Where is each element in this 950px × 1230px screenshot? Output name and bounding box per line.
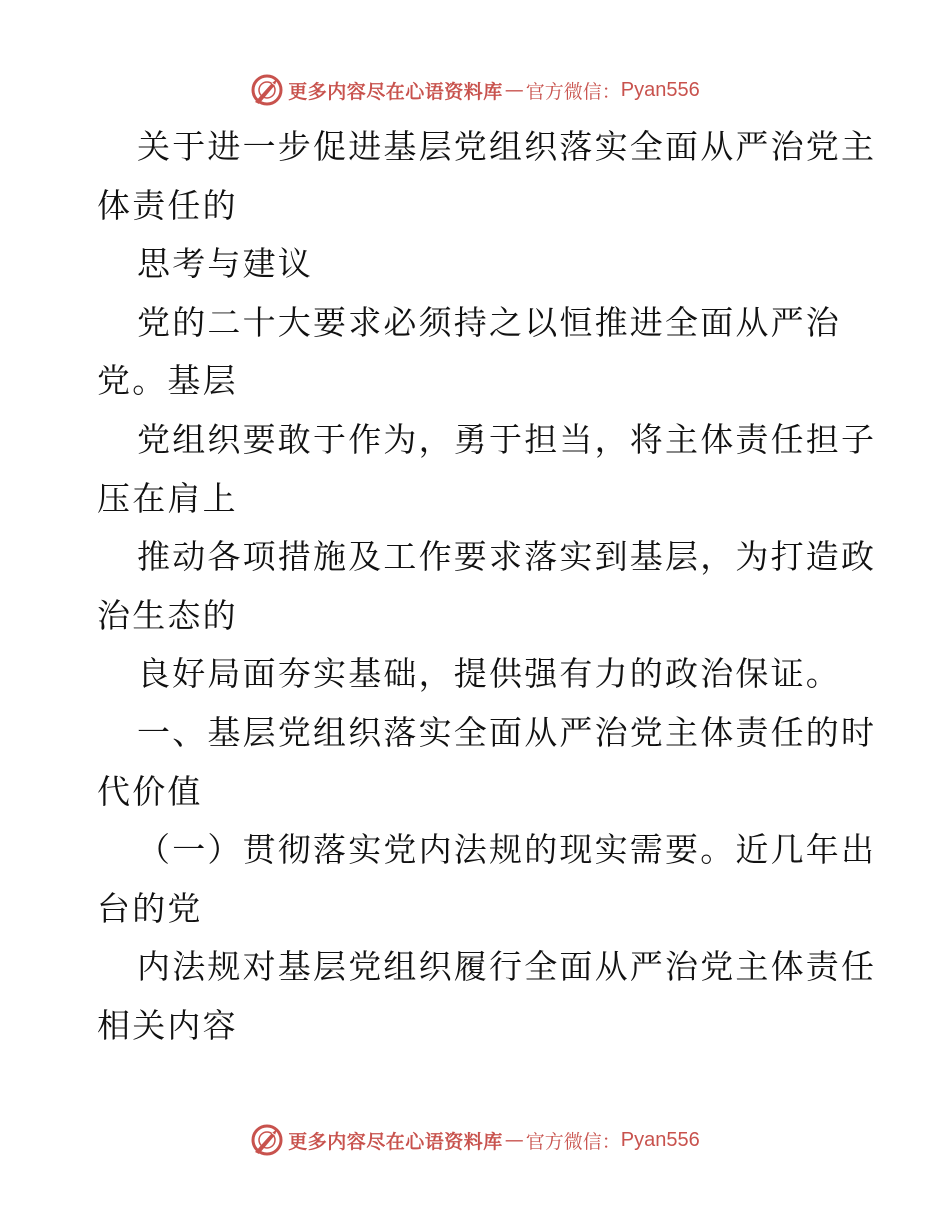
text-line: 推动各项措施及工作要求落实到基层，为打造政	[137, 537, 877, 577]
banner-separator: —	[504, 1129, 524, 1151]
banner-wechat-label: 官方微信：	[525, 1130, 621, 1153]
text-line: 党组织要敢于作为，勇于担当，将主体责任担子	[137, 419, 877, 459]
header-banner	[0, 70, 950, 110]
document-body	[97, 118, 877, 1056]
banner-text: 更多内容尽在心语资料库	[288, 80, 503, 103]
banner-separator: —	[504, 79, 524, 101]
text-line: （一）贯彻落实党内法规的现实需要。近几年出	[137, 830, 877, 870]
text-line: 体责任的	[97, 185, 238, 225]
pen-nib-logo-icon	[250, 73, 284, 107]
text-line: 内法规对基层党组织履行全面从严治党主体责任	[137, 947, 877, 987]
text-line: 相关内容	[97, 1005, 238, 1045]
text-line: 良好局面夯实基础，提供强有力的政治保证。	[137, 654, 841, 694]
banner-text: 更多内容尽在心语资料库	[288, 1130, 503, 1153]
banner-wechat-id: Pyan556	[620, 1128, 700, 1151]
footer-banner	[0, 1120, 950, 1160]
banner-wechat-id: Pyan556	[620, 78, 700, 101]
pen-nib-logo-icon	[250, 1123, 284, 1157]
text-line: 代价值	[97, 771, 203, 811]
banner-wechat-label: 官方微信：	[525, 80, 621, 103]
text-line: 党的二十大要求必须持之以恒推进全面从严治	[137, 302, 841, 342]
text-line: 压在肩上	[97, 478, 238, 518]
text-line: 思考与建议	[137, 244, 313, 284]
text-line: 关于进一步促进基层党组织落实全面从严治党主	[137, 127, 877, 166]
text-line: 党。基层	[97, 361, 238, 401]
text-line: 治生态的	[97, 595, 238, 635]
text-line: 一、基层党组织落实全面从严治党主体责任的时	[137, 712, 877, 752]
text-line: 台的党	[97, 888, 203, 928]
